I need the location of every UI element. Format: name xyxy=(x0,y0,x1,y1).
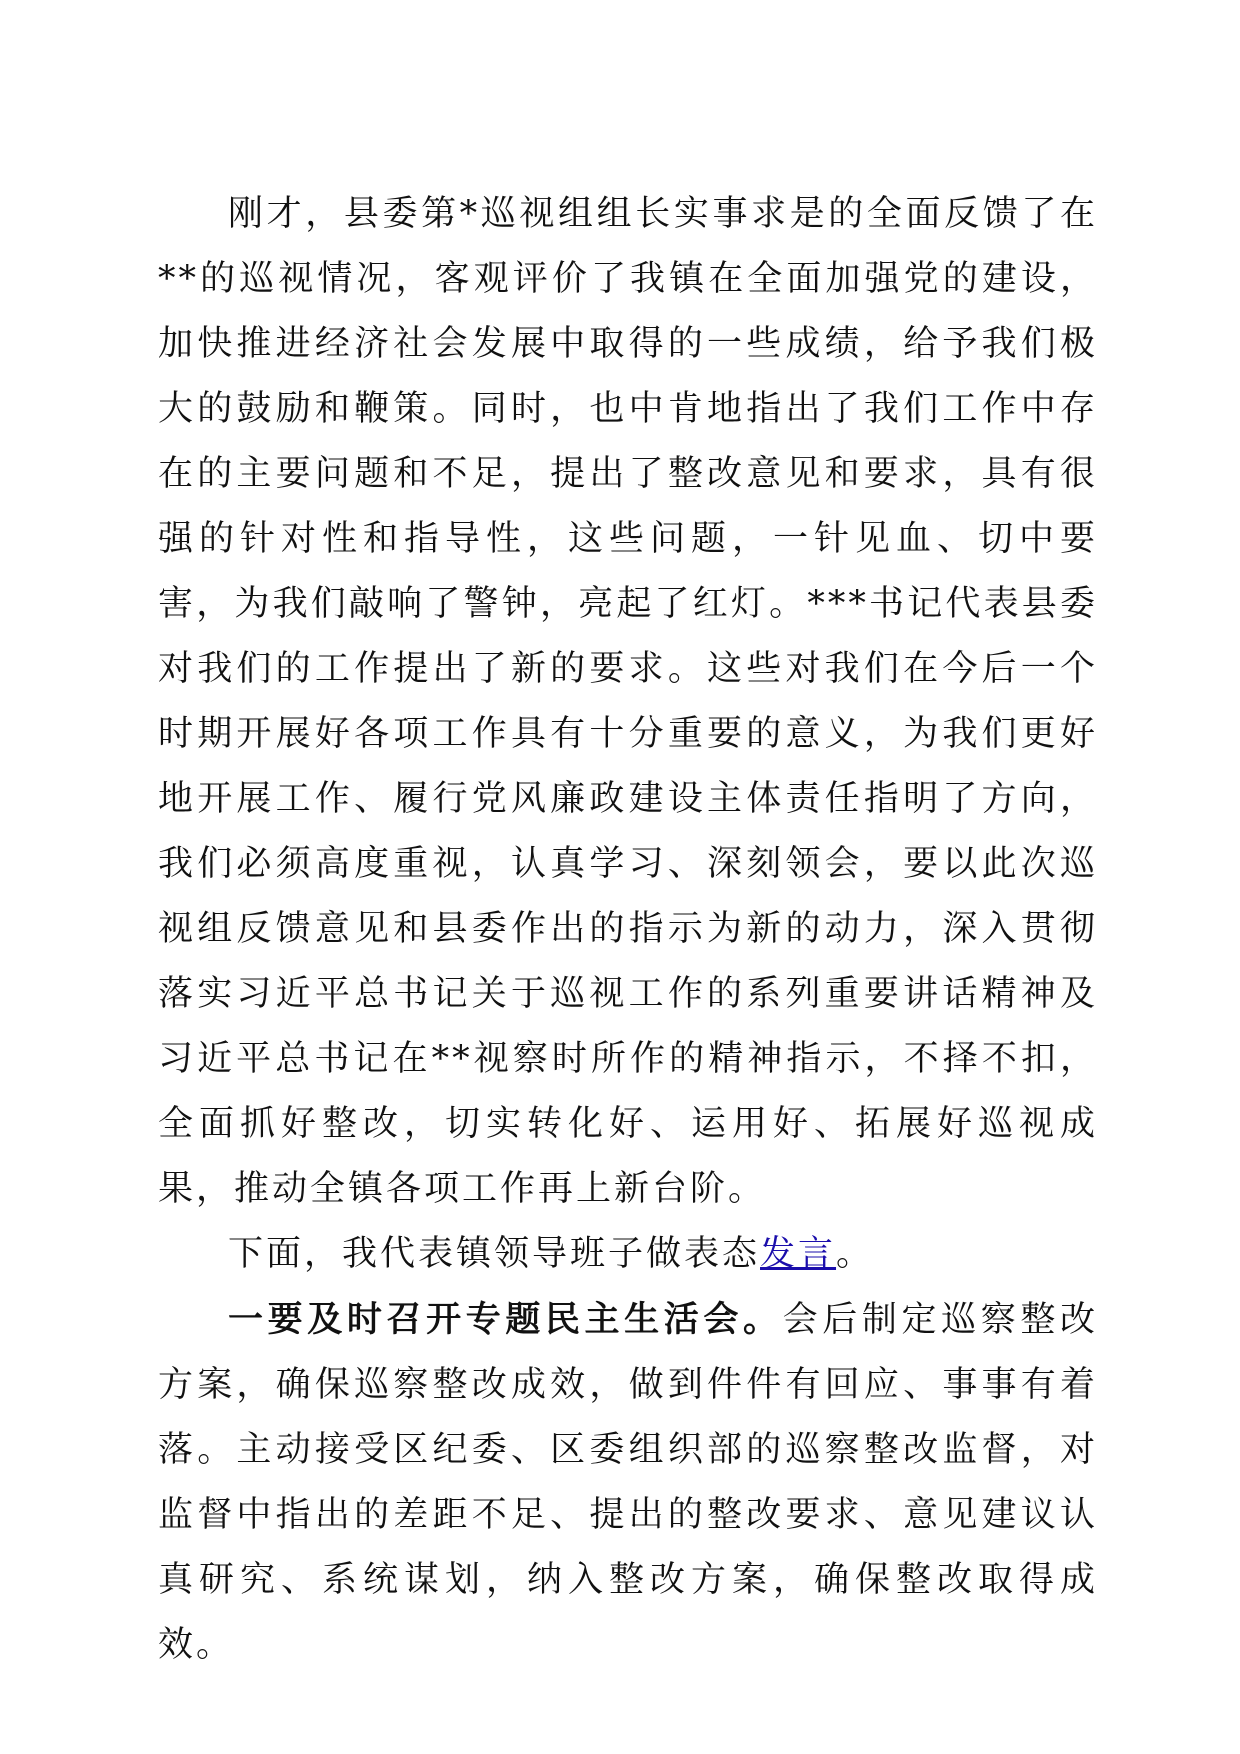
paragraph-statement-intro xyxy=(158,1222,1098,1287)
speech-link[interactable]: 发言 xyxy=(760,1234,837,1274)
statement-intro-text: 下面，我代表镇领导班子做表态 xyxy=(228,1234,761,1274)
point-one-heading: 一要及时召开专题民主生活会。 xyxy=(228,1299,783,1340)
paragraph-point-one xyxy=(158,1287,1098,1678)
statement-intro-end: 。 xyxy=(836,1234,875,1274)
document-body xyxy=(158,182,1098,1678)
paragraph-feedback-response: 刚才，县委第*巡视组组长实事求是的全面反馈了在**的巡视情况，客观评价了我镇在全面加强党的建设，加快推进经济社会发展中取得的一些成绩，给予我们极大的鼓励和鞭策。同时，也中肯地指出了我们工作中存在的主要问题和不足，提出了整改意见和要求，具有很强的针对性和指导性，这些问题，一针见血、切中要害，为我们敲响了警钟，亮起了红灯。***书记代表县委对我们的工作提出了新的要求。这些对我们在今后一个时期开展好各项工作具有十分重要的意义，为我们更好地开展工作、履行党风廉政建设主体责任指明了方向，我们必须高度重视，认真学习、深刻领会，要以此次巡视组反馈意见和县委作出的指示为新的动力，深入贯彻落实习近平总书记关于巡视工作的系列重要讲话精神及习近平总书记在**视察时所作的精神指示，不择不扣，全面抓好整改，切实转化好、运用好、拓展好巡视成果，推动全镇各项工作再上新台阶。 xyxy=(158,194,1098,1209)
point-one-body: 会后制定巡察整改方案，确保巡察整改成效，做到件件有回应、事事有着落。主动接受区纪委、区委组织部的巡察整改监督，对监督中指出的差距不足、提出的整改要求、意见建议认真研究、系统谋划，纳入整改方案，确保整改取得成效。 xyxy=(158,1300,1098,1665)
